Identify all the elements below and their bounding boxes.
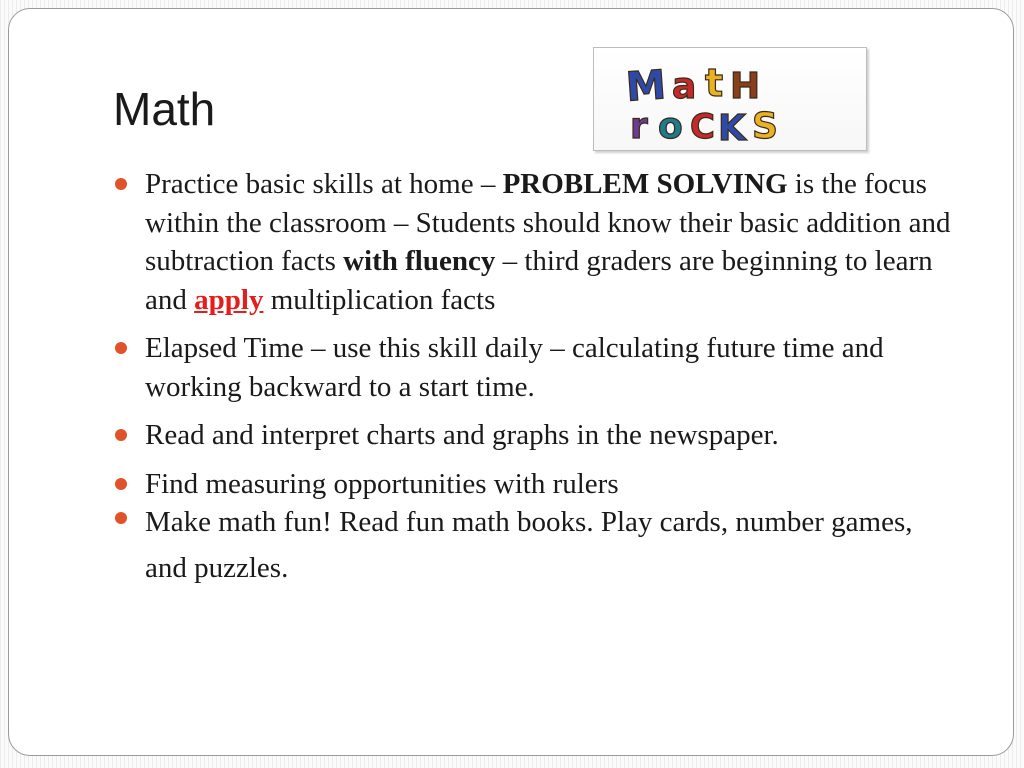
slide-content xyxy=(115,165,955,601)
bullet-charts-graphs xyxy=(115,416,955,455)
problem-solving-emphasis: PROBLEM SOLVING xyxy=(502,168,788,200)
bullet-text: Practice basic skills at home – xyxy=(145,168,503,200)
bullet-dot xyxy=(115,512,127,524)
bullet-dot xyxy=(115,478,127,490)
bullet-practice-skills xyxy=(115,165,955,319)
bullet-text: is the focus within the classroom – Students should know their basic addition and subtraction facts xyxy=(145,168,951,277)
bullet-text: Make math fun! Read fun math books. Play cards, number games, and puzzles. xyxy=(145,506,913,584)
logo-letter-h: H xyxy=(730,66,761,107)
bullet-text: – third graders are beginning to learn and xyxy=(145,245,933,316)
bullet-elapsed-time xyxy=(115,329,955,406)
math-rocks-logo xyxy=(593,47,867,151)
bullet-text: Find measuring opportunities with rulers xyxy=(145,467,619,500)
bullet-math-fun xyxy=(115,499,955,591)
bullet-text: Elapsed Time – use this skill daily – calculating future time and working backward to a start time. xyxy=(145,332,884,403)
logo-letter-o: o xyxy=(658,106,683,147)
logo-letter-r: r xyxy=(630,106,648,147)
logo-letter-t: t xyxy=(705,61,724,105)
logo-letter-m: M xyxy=(624,62,668,111)
slide-title: Math xyxy=(113,83,216,135)
bullet-text: multiplication facts xyxy=(263,283,496,316)
logo-letter-c: C xyxy=(690,107,715,147)
bullet-text: Read and interpret charts and graphs in the newspaper. xyxy=(145,419,779,451)
with-fluency-emphasis: with fluency xyxy=(343,245,496,277)
math-rocks-logo-art xyxy=(594,48,865,149)
bullet-dot xyxy=(115,429,127,441)
apply-highlight: apply xyxy=(194,283,264,316)
bullet-dot xyxy=(115,342,127,354)
bullet-measuring xyxy=(115,465,955,504)
logo-letter-s: S xyxy=(752,106,778,147)
bullet-list xyxy=(115,165,955,591)
bullet-dot xyxy=(115,178,127,190)
logo-letter-k: K xyxy=(718,108,746,149)
logo-letter-a: a xyxy=(672,66,697,107)
